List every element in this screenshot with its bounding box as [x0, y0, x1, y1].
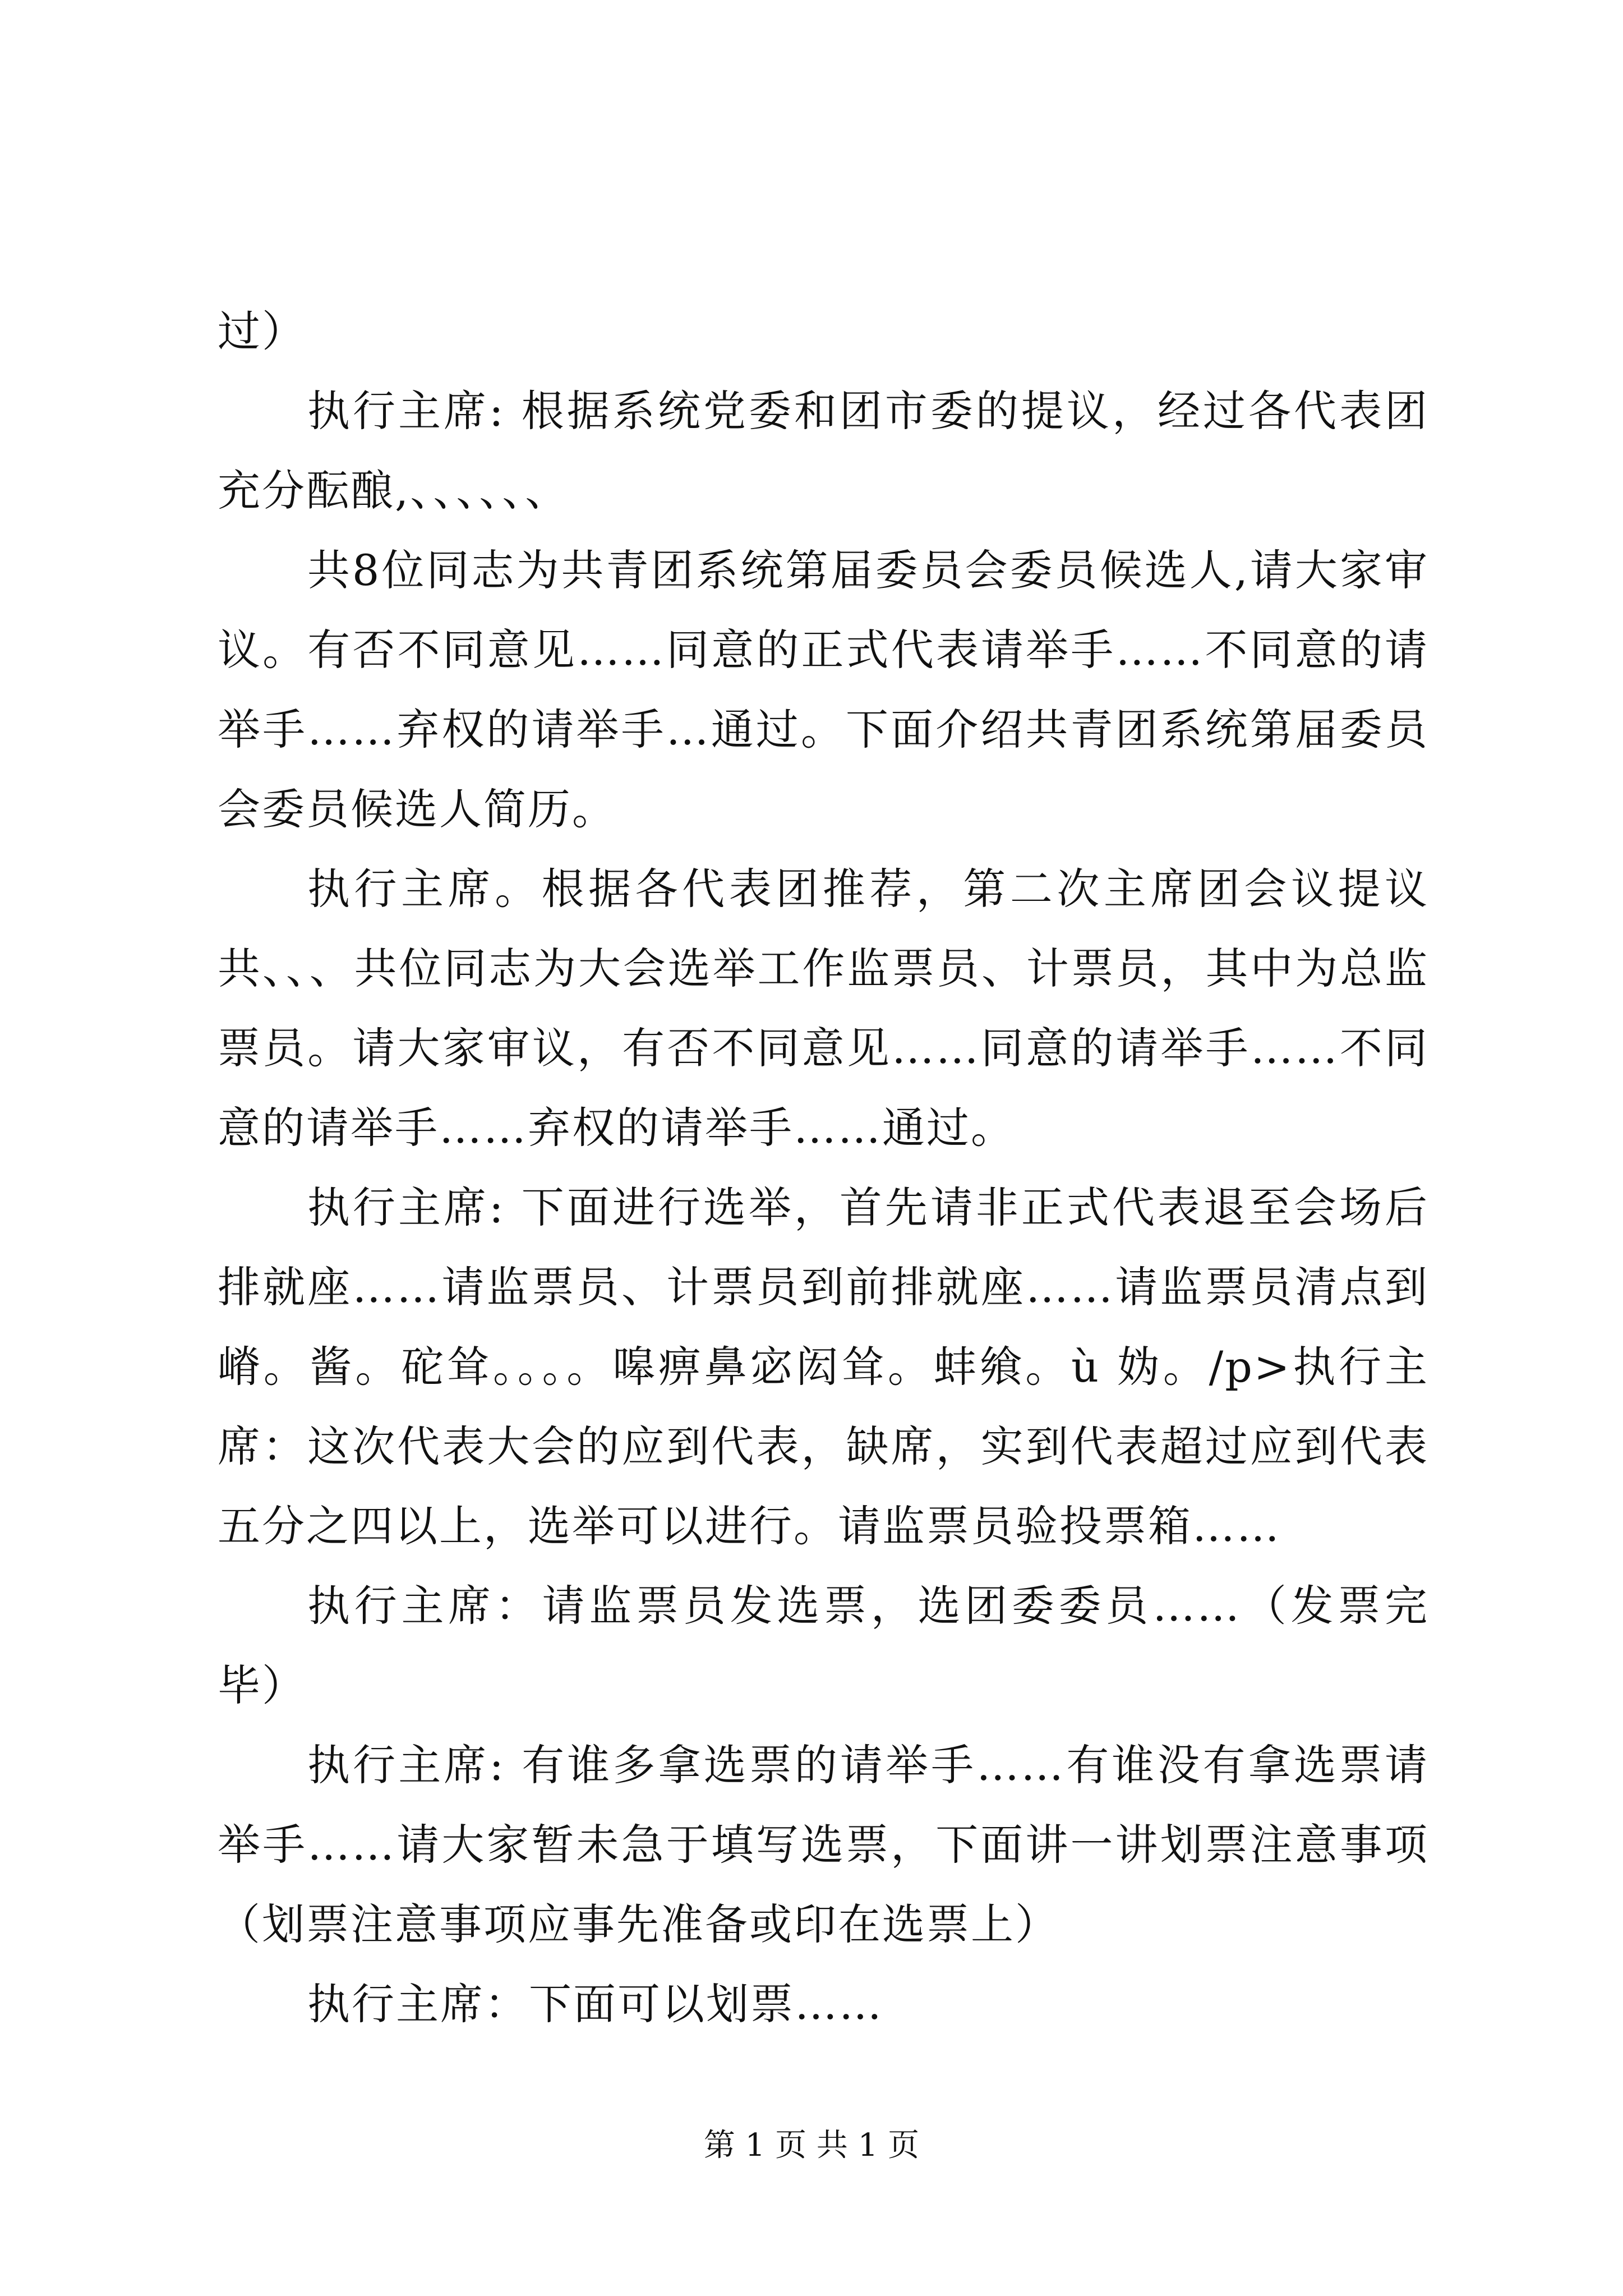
- page-number-label: 第 1 页 共 1 页: [703, 2127, 920, 2164]
- paragraph-7: 执行主席: 有谁多拿选票的请举手……有谁没有拿选票请举手……请大家暂未急于填写选票，下面讲一讲划票注意事项（划票注意事项应事先准备或印在选票上）: [218, 1740, 1429, 1949]
- paragraph-5: 执行主席: 下面进行选举，首先请非正式代表退至会场后排就座……请监票员、计票员到前排就座……请监票员清点到嵴。酱。砣耸。。。。嗥痹鼻宓闳耸。蚌飨。ù 妫。/p>执行主席：这次代表大会的应到代表，缺席，实到代表超过应到代表五分之四以上，选举可以进行。请监票员验投票箱……: [218, 1182, 1429, 1551]
- paragraph-4: 执行主席。根据各代表团推荐，第二次主席团会议提议共、、、共位同志为大会选举工作监票员、计票员，其中为总监票员。请大家审议，有否不同意见……同意的请举手……不同意的请举手……弃权的请举手……通过。: [218, 864, 1429, 1153]
- page-footer: [0, 2126, 1623, 2165]
- paragraph-6: 执行主席：请监票员发选票，选团委委员……（发票完毕）: [218, 1581, 1429, 1710]
- document-body: [218, 292, 1429, 2044]
- paragraph-2: 执行主席: 根据系统党委和团市委的提议，经过各代表团充分酝酿,、、、、、、: [218, 386, 1429, 516]
- paragraph-3: 共8位同志为共青团系统第届委员会委员候选人,请大家审议。有否不同意见……同意的正式代表请举手……不同意的请举手……弃权的请举手…通过。下面介绍共青团系统第届委员会委员候选人简历。: [218, 545, 1429, 834]
- paragraph-8: 执行主席：下面可以划票……: [307, 1979, 883, 2029]
- paragraph-1: 过）: [218, 306, 306, 356]
